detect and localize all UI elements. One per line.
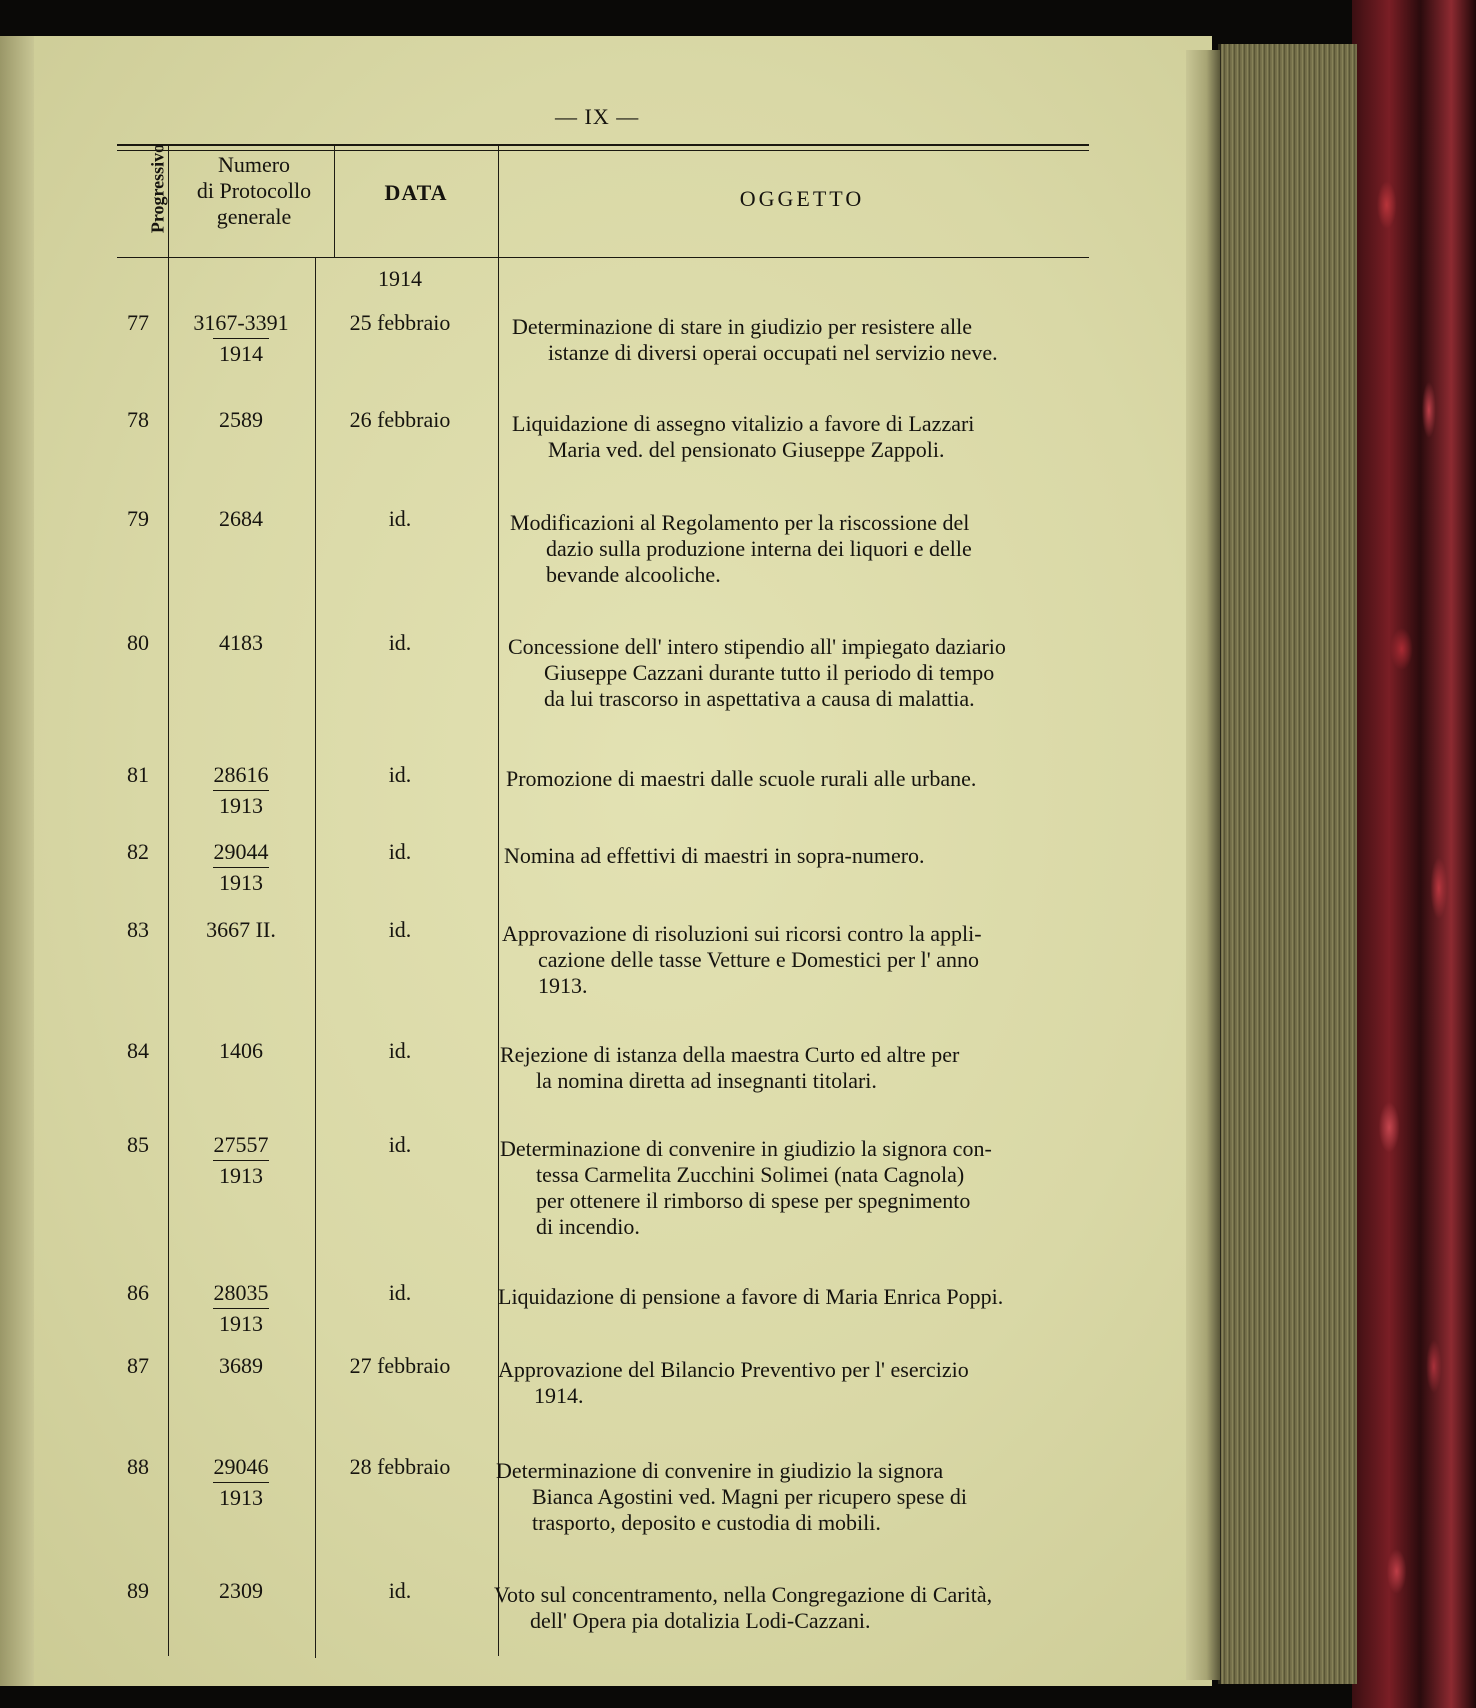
subject-line: Concessione dell' intero stipendio all' impiegato daziario xyxy=(508,634,1006,659)
entry-subject xyxy=(504,843,1084,869)
subject-line: per ottenere il rimborso di spese per spegnimento xyxy=(536,1188,971,1213)
row-number: 85 xyxy=(127,1132,149,1157)
subject-line: Rejezione di istanza della maestra Curto ed altre per xyxy=(500,1042,960,1067)
subject-line: Maria ved. del pensionato Giuseppe Zappoli. xyxy=(548,437,945,462)
subject-line: Liquidazione di pensione a favore di Maria Enrica Poppi. xyxy=(498,1284,1004,1309)
page-number: — IX — xyxy=(555,104,640,129)
protocol-number xyxy=(180,1353,302,1379)
row-number: 86 xyxy=(127,1280,149,1305)
top-rule-thick xyxy=(117,144,1089,146)
protocol-year: 1914 xyxy=(213,338,269,367)
protocol-number xyxy=(180,1280,302,1337)
protocol-number-value: 1406 xyxy=(219,1038,263,1063)
protocol-number-value: 4183 xyxy=(219,630,263,655)
protocol-number-value: 2309 xyxy=(219,1578,263,1603)
protocol-number-value: 29044 xyxy=(213,839,269,864)
column-divider-1 xyxy=(168,146,169,1656)
entry-date: 28 febbraio xyxy=(349,1454,451,1479)
row-number: 84 xyxy=(127,1038,149,1063)
subject-line: Approvazione di risoluzioni sui ricorsi contro la appli- xyxy=(502,921,982,946)
year-heading: 1914 xyxy=(378,266,422,291)
protocol-number xyxy=(180,1132,302,1189)
entry-date: id. xyxy=(388,1280,412,1305)
entry-date: id. xyxy=(388,506,412,531)
subject-line: Determinazione di convenire in giudizio la signora xyxy=(496,1458,944,1483)
protocol-number-value: 2684 xyxy=(219,506,263,531)
entry-subject xyxy=(506,766,1086,792)
protocol-number xyxy=(180,1038,302,1064)
row-number: 83 xyxy=(127,917,149,942)
entry-subject xyxy=(508,634,1088,712)
book-cover-marbled xyxy=(1352,0,1476,1708)
protocol-number-value: 3167-3391 xyxy=(193,310,289,335)
header-bottom-rule xyxy=(117,257,1089,258)
subject-line: Giuseppe Cazzani durante tutto il periodo di tempo xyxy=(544,660,995,685)
subject-line: bevande alcooliche. xyxy=(546,562,721,587)
protocol-number-value: 2589 xyxy=(219,407,263,432)
row-number: 89 xyxy=(127,1578,149,1603)
protocol-number xyxy=(180,310,302,367)
protocol-year: 1913 xyxy=(213,1160,269,1189)
header-numero-line1: Numero xyxy=(217,152,291,177)
page-gutter xyxy=(1186,50,1220,1680)
entry-date: id. xyxy=(388,1038,412,1063)
column-divider-2 xyxy=(315,258,316,1658)
column-divider-3 xyxy=(498,146,499,1656)
subject-line: 1913. xyxy=(538,973,588,998)
row-number: 78 xyxy=(127,407,149,432)
subject-line: Liquidazione di assegno vitalizio a favore di Lazzari xyxy=(512,411,975,436)
protocol-number xyxy=(180,1578,302,1604)
entry-subject xyxy=(500,1042,1080,1094)
protocol-number-value: 28035 xyxy=(213,1280,269,1305)
subject-line: Nomina ad effettivi di maestri in sopra-numero. xyxy=(504,843,925,868)
row-number: 81 xyxy=(127,762,149,787)
entry-date: id. xyxy=(388,917,412,942)
entry-subject xyxy=(512,314,1092,366)
entry-subject xyxy=(496,1458,1076,1536)
subject-line: di incendio. xyxy=(536,1214,640,1239)
entry-subject xyxy=(510,510,1090,588)
protocol-number xyxy=(180,839,302,896)
header-numero-line3: generale xyxy=(216,204,292,229)
subject-line: dazio sulla produzione interna dei liquori e delle xyxy=(546,536,972,561)
entry-date: 27 febbraio xyxy=(349,1353,451,1378)
subject-line: cazione delle tasse Vetture e Domestici per l' anno xyxy=(538,947,979,972)
protocol-number-value: 3689 xyxy=(219,1353,263,1378)
protocol-number xyxy=(180,506,302,532)
row-number: 87 xyxy=(127,1353,149,1378)
subject-line: Approvazione del Bilancio Preventivo per l' esercizio xyxy=(498,1357,969,1382)
entry-subject xyxy=(494,1582,1074,1634)
subject-line: 1914. xyxy=(534,1383,584,1408)
row-number: 82 xyxy=(127,839,149,864)
entry-date: id. xyxy=(388,1578,412,1603)
row-number: 79 xyxy=(127,506,149,531)
subject-line: Promozione di maestri dalle scuole rurali alle urbane. xyxy=(506,766,977,791)
entry-subject xyxy=(498,1357,1078,1409)
entry-subject xyxy=(502,921,1082,999)
protocol-number-value: 28616 xyxy=(213,762,269,787)
protocol-number-value: 3667 II. xyxy=(206,917,276,942)
row-number: 88 xyxy=(127,1454,149,1479)
header-data: DATA xyxy=(384,180,448,205)
subject-line: Determinazione di stare in giudizio per resistere alle xyxy=(512,314,972,339)
subject-line: da lui trascorso in aspettativa a causa di malattia. xyxy=(544,686,975,711)
entry-subject xyxy=(498,1284,1078,1310)
protocol-number xyxy=(180,1454,302,1511)
subject-line: Voto sul concentramento, nella Congregazione di Carità, xyxy=(494,1582,993,1607)
protocol-year: 1913 xyxy=(213,867,269,896)
row-number: 77 xyxy=(127,310,149,335)
protocol-year: 1913 xyxy=(213,790,269,819)
protocol-year: 1913 xyxy=(213,1482,269,1511)
row-number: 80 xyxy=(127,630,149,655)
top-rule-thin xyxy=(117,150,1089,151)
book-page-edges xyxy=(1218,44,1357,1684)
entry-date: id. xyxy=(388,839,412,864)
entry-subject xyxy=(512,411,1092,463)
entry-date: id. xyxy=(388,1132,412,1157)
protocol-number xyxy=(180,917,302,943)
header-oggetto: OGGETTO xyxy=(739,186,865,211)
header-numero xyxy=(184,152,324,230)
protocol-number xyxy=(180,762,302,819)
entry-date: id. xyxy=(388,630,412,655)
subject-line: trasporto, deposito e custodia di mobili. xyxy=(532,1510,881,1535)
protocol-number xyxy=(180,630,302,656)
subject-line: la nomina diretta ad insegnanti titolari. xyxy=(536,1068,877,1093)
entry-date: id. xyxy=(388,762,412,787)
entry-subject xyxy=(500,1136,1080,1240)
protocol-number xyxy=(180,407,302,433)
header-numero-line2: di Protocollo xyxy=(196,178,312,203)
entry-date: 26 febbraio xyxy=(349,407,451,432)
protocol-number-value: 27557 xyxy=(213,1132,269,1157)
subject-line: dell' Opera pia dotalizia Lodi-Cazzani. xyxy=(530,1608,871,1633)
subject-line: Determinazione di convenire in giudizio la signora con- xyxy=(500,1136,992,1161)
subject-line: istanze di diversi operai occupati nel servizio neve. xyxy=(548,340,998,365)
protocol-number-value: 29046 xyxy=(213,1454,269,1479)
left-page-edge xyxy=(0,36,34,1686)
subject-line: tessa Carmelita Zucchini Solimei (nata Cagnola) xyxy=(536,1162,965,1187)
subject-line: Modificazioni al Regolamento per la riscossione del xyxy=(510,510,970,535)
protocol-year: 1913 xyxy=(213,1308,269,1337)
header-progressivo: Progressivo xyxy=(147,143,168,234)
subject-line: Bianca Agostini ved. Magni per ricupero spese di xyxy=(532,1484,968,1509)
entry-date: 25 febbraio xyxy=(349,310,451,335)
column-divider-2-header xyxy=(334,146,335,258)
